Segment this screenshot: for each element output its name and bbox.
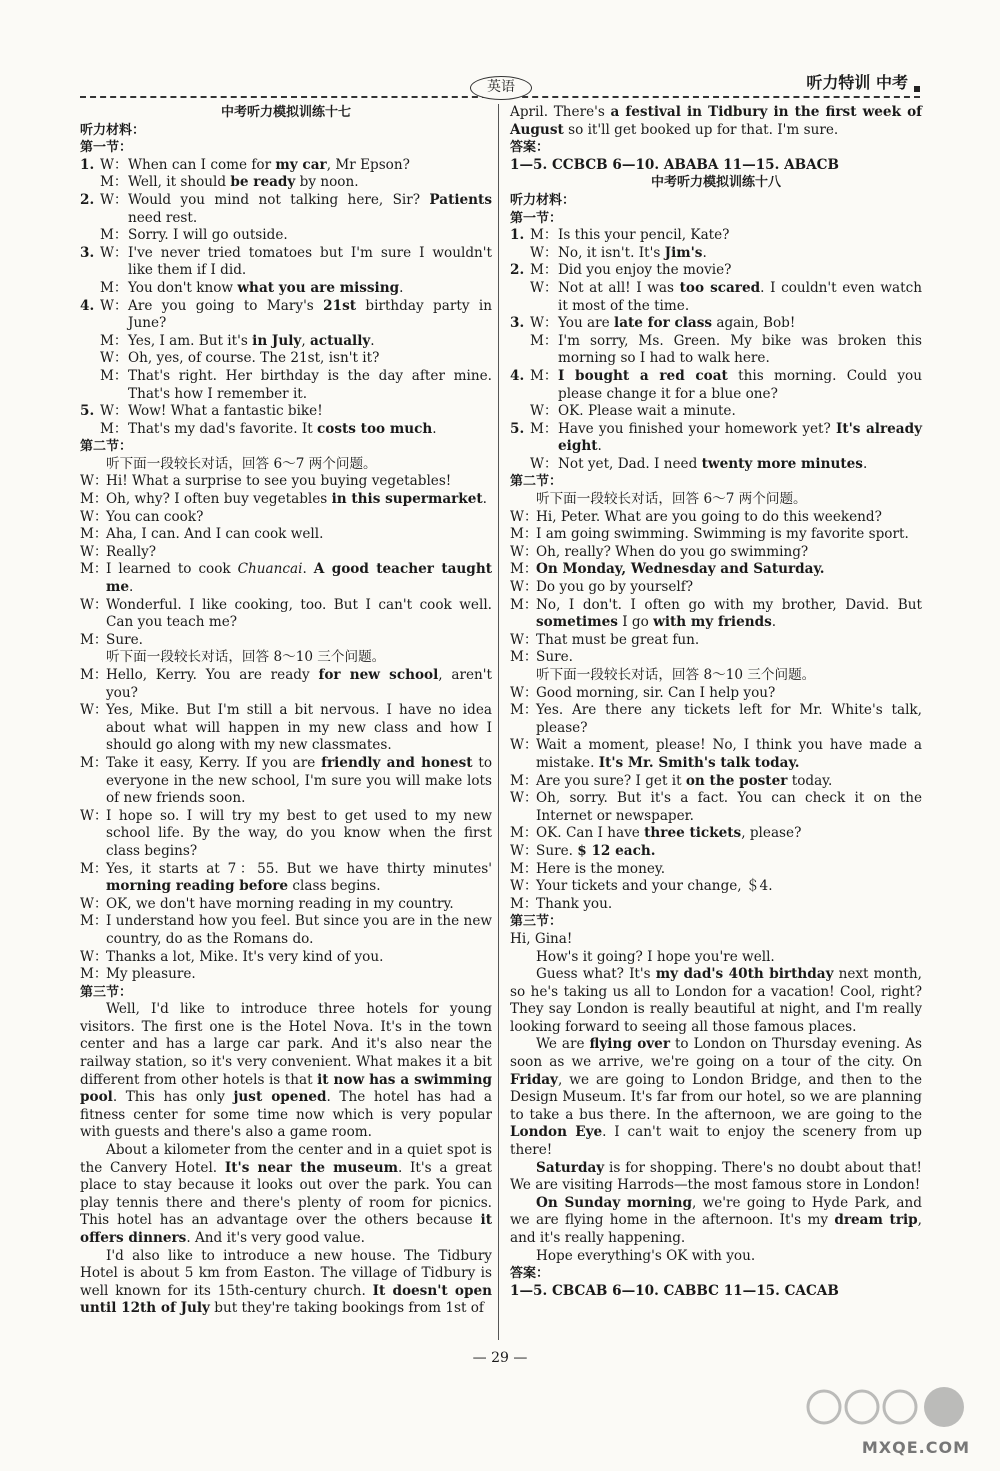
part2-instruction: 听下面一段较长对话，回答 6～7 两个问题。 xyxy=(536,491,807,508)
part2-instruction: 听下面一段较长对话，回答 8～10 三个问题。 xyxy=(536,667,816,683)
dialogue-line xyxy=(80,896,492,914)
speaker: W： xyxy=(80,895,108,912)
dialogue-line xyxy=(510,561,922,579)
section-title: 中考听力模拟训练十八 xyxy=(650,175,781,191)
dialogue-line xyxy=(510,403,922,421)
dialogue-line xyxy=(80,298,492,333)
right-column xyxy=(510,104,922,1300)
part3-label: 第三节： xyxy=(80,984,133,1000)
paragraph: Hope everything's OK with you. xyxy=(536,1247,756,1264)
speaker: M： xyxy=(80,754,108,771)
utterance: No, I don't. I often go with my brother, David. But sometimes I go with my friends. xyxy=(536,596,922,631)
utterance: Wow! What a fantastic bike! xyxy=(128,403,323,420)
utterance: OK. Please wait a minute. xyxy=(558,403,736,420)
dialogue-line xyxy=(510,421,922,456)
question-number xyxy=(510,280,530,315)
utterance: You are late for class again, Bob! xyxy=(558,315,796,332)
utterance: Your tickets and your change, ＄4. xyxy=(536,878,773,895)
speaker: W： xyxy=(510,684,538,701)
passage xyxy=(80,1001,492,1318)
question-number: 2. xyxy=(510,262,525,279)
speaker: M： xyxy=(510,895,538,912)
question-number: 5. xyxy=(510,420,525,437)
question-number xyxy=(80,350,100,368)
utterance: Sure. $ 12 each. xyxy=(536,842,656,859)
dialogue-line xyxy=(510,632,922,650)
question-number: 2. xyxy=(80,191,95,208)
speaker: W： xyxy=(530,455,558,472)
question-number xyxy=(80,333,100,351)
paragraph: Well, I'd like to introduce three hotels for young visitors. The first one is the Hotel Nova. It's in the town center and has a large car park. And it's also near the railway station, so it's very convenient. What makes it a bit different from other hotels is that it now has a swimming pool. This has only just opened. The hotel has had a fitness center for some time now which is very popular with guests and there's also a game room. xyxy=(80,1001,492,1141)
subject-logo: 英语 xyxy=(470,76,532,100)
dialogue-line xyxy=(510,509,922,527)
speaker: W： xyxy=(510,631,538,648)
utterance: Are you sure? I get it on the poster today. xyxy=(536,772,833,789)
speaker: W： xyxy=(510,842,538,859)
dialogue-line xyxy=(80,491,492,509)
paragraph: On Sunday morning, we're going to Hyde Park, and we are flying home in the afternoon. It's my dream trip, and it's really happening. xyxy=(510,1194,922,1246)
material-label: 听力材料： xyxy=(510,192,576,208)
utterance: Oh, really? When do you go swimming? xyxy=(536,543,809,560)
question-number xyxy=(510,333,530,368)
dialogue-line xyxy=(510,262,922,280)
speaker: W： xyxy=(80,473,108,490)
utterance: That's my dad's favorite. It costs too much. xyxy=(128,420,437,437)
dialogue-line xyxy=(510,878,922,896)
utterance: Hi, Peter. What are you going to do this weekend? xyxy=(536,508,882,525)
part2-label: 第二节： xyxy=(510,474,563,490)
dialogue-line xyxy=(80,561,492,596)
dialogue-block xyxy=(80,667,492,984)
utterance: Yes. Are there any tickets left for Mr. White's talk, please? xyxy=(536,702,922,736)
dialogue-line xyxy=(80,509,492,527)
dialogue-line xyxy=(80,174,492,192)
speaker: M： xyxy=(510,649,538,666)
dialogue-line xyxy=(510,315,922,333)
dialogue-line xyxy=(510,861,922,879)
speaker: W： xyxy=(80,807,108,824)
dialogue-line xyxy=(80,755,492,808)
question-number: 3. xyxy=(80,244,95,261)
dialogue-line xyxy=(80,702,492,755)
dialogue-line xyxy=(80,667,492,702)
speaker: M： xyxy=(530,227,558,244)
utterance: I hope so. I will try my best to get used to my new school life. By the way, do you know when the first class begins? xyxy=(106,807,492,859)
dialogue-line xyxy=(510,526,922,544)
utterance: Yes, I am. But it's in July, actually. xyxy=(128,332,375,349)
utterance: I understand how you feel. But since you are in the new country, do as the Romans do. xyxy=(106,913,492,947)
utterance: That's right. Her birthday is the day after mine. That's how I remember it. xyxy=(128,367,492,402)
dialogue-line xyxy=(80,597,492,632)
paragraph: Guess what? It's my dad's 40th birthday next month, so he's taking us all to London for a vacation! Cool, right? They say London is really beautiful at night, and I'm really looking forward to seeing all those famous places. xyxy=(510,966,922,1035)
speaker: W： xyxy=(510,508,538,525)
passage-continuation: April. There's a festival in Tidbury in the first week of August so it'll get booked up for that. I'm sure. xyxy=(510,104,922,138)
dialogue-block xyxy=(510,685,922,914)
speaker: M： xyxy=(80,631,108,648)
utterance: Well, it should be ready by noon. xyxy=(128,174,359,191)
dialogue-line xyxy=(510,685,922,703)
speaker: W： xyxy=(100,403,128,420)
paragraph: How's it going? I hope you're well. xyxy=(536,948,775,965)
speaker: W： xyxy=(530,403,558,420)
utterance: OK. Can I have three tickets, please? xyxy=(536,825,802,842)
utterance: Yes, Mike. But I'm still a bit nervous. I have no idea about what will happen in my new class and how I should go along with my new classmates. xyxy=(106,702,492,754)
dialogue-line xyxy=(80,245,492,280)
dialogue-line xyxy=(80,192,492,227)
speaker: M： xyxy=(100,279,128,296)
paragraph: Saturday is for shopping. There's no doubt about that! We are visiting Harrods—the most famous store in London! xyxy=(510,1159,922,1194)
paragraph: We are flying over to London on Thursday evening. As soon as we arrive, we're going on a tour of the city. On Friday, we are going to London Bridge, and then to the Design Museum. It's far from our hotel, so we are planning to take a bus there. In the afternoon, we are going to the London Eye. I can't wait to enjoy the scenery from up there! xyxy=(510,1036,923,1159)
speaker: W： xyxy=(510,790,538,807)
question-number xyxy=(80,227,100,245)
speaker: M： xyxy=(510,772,538,789)
dialogue-line xyxy=(510,280,922,315)
dialogue-block xyxy=(510,509,922,667)
paragraph: About a kilometer from the center and in a quiet spot is the Canvery Hotel. It's near the museum. It's a great place to stay because it looks out over the park. You can play tennis there and there's plenty of room for picnics. This hotel has an advantage over the others because it offers dinners. And it's very good value. xyxy=(80,1142,492,1246)
dialogue-line xyxy=(510,245,922,263)
utterance: Wait a moment, please! No, I think you have made a mistake. It's Mr. Smith's talk today. xyxy=(536,737,922,771)
utterance: Really? xyxy=(106,543,157,560)
speaker: W： xyxy=(80,596,108,613)
dialogue-line xyxy=(80,368,492,403)
section-title: 中考听力模拟训练十七 xyxy=(220,105,351,120)
dialogue-line xyxy=(80,861,492,896)
speaker: M： xyxy=(80,966,108,983)
utterance: I am going swimming. Swimming is my favorite sport. xyxy=(536,526,909,543)
dialogue-line xyxy=(80,403,492,421)
speaker: M： xyxy=(80,526,108,543)
dialogue-line xyxy=(80,227,492,245)
dialogue-line xyxy=(510,737,922,772)
speaker: M： xyxy=(510,825,538,842)
utterance: Take it easy, Kerry. If you are friendly and honest to everyone in the new school, I'm sure you will make lots of new friends soon. xyxy=(106,754,493,807)
utterance: My pleasure. xyxy=(106,966,196,983)
utterance: I'm sorry, Ms. Green. My bike was broken this morning so I had to walk here. xyxy=(558,332,922,367)
speaker: M： xyxy=(510,596,538,613)
utterance: OK, we don't have morning reading in my country. xyxy=(106,895,454,912)
speaker: W： xyxy=(510,737,538,754)
header-square-icon xyxy=(914,86,920,92)
speaker: M： xyxy=(510,702,538,719)
speaker: W： xyxy=(530,315,558,332)
utterance: No, it isn't. It's Jim's. xyxy=(558,244,707,261)
utterance: Have you finished your homework yet? It's already eight. xyxy=(558,420,922,455)
utterance: Hello, Kerry. You are ready for new school, aren't you? xyxy=(106,667,493,701)
speaker: M： xyxy=(530,420,558,437)
part1-dialogues xyxy=(80,157,492,439)
speaker: W： xyxy=(100,297,128,314)
question-number: 3. xyxy=(510,315,525,332)
dialogue-line xyxy=(510,579,922,597)
question-number xyxy=(80,174,100,192)
dialogue-line xyxy=(80,632,492,650)
part1-dialogues xyxy=(510,227,922,473)
page-header xyxy=(80,72,920,102)
speaker: W： xyxy=(100,156,128,173)
speaker: M： xyxy=(100,227,128,244)
utterance: You can cook? xyxy=(106,508,204,525)
answer-label: 答案： xyxy=(510,140,550,156)
utterance: Thank you. xyxy=(536,895,613,912)
dialogue-line xyxy=(510,843,922,861)
speaker: W： xyxy=(80,543,108,560)
utterance: Oh, why? I often buy vegetables in this supermarket. xyxy=(106,491,487,508)
utterance: Wonderful. I like cooking, too. But I can't cook well. Can you teach me? xyxy=(106,596,492,631)
speaker: M： xyxy=(530,332,558,349)
dialogue-line xyxy=(80,157,492,175)
dialogue-line xyxy=(80,913,492,948)
speaker: M： xyxy=(80,561,108,578)
dialogue-line xyxy=(510,702,922,737)
speaker: W： xyxy=(530,244,558,261)
question-number xyxy=(510,403,530,421)
dialogue-line xyxy=(510,368,922,403)
dialogue-line xyxy=(510,456,922,474)
left-column xyxy=(80,104,492,1318)
utterance: Not yet, Dad. I need twenty more minutes. xyxy=(558,455,868,472)
part2-instruction: 听下面一段较长对话，回答 8～10 三个问题。 xyxy=(106,649,386,666)
speaker: W： xyxy=(100,191,128,208)
dialogue-line xyxy=(80,949,492,967)
utterance: I learned to cook Chuancai. A good teacher taught me. xyxy=(106,561,492,596)
utterance: When can I come for my car, Mr Epson? xyxy=(128,156,410,173)
question-number: 1. xyxy=(510,227,525,244)
speaker: W： xyxy=(510,543,538,560)
dialogue-line xyxy=(510,544,922,562)
speaker: M： xyxy=(510,561,538,578)
utterance: Good morning, sir. Can I help you? xyxy=(536,684,776,701)
utterance: Not at all! I was too scared. I couldn't even watch it most of the time. xyxy=(558,279,922,314)
part3-label: 第三节： xyxy=(510,914,563,930)
dialogue-line xyxy=(510,227,922,245)
utterance: Do you go by yourself? xyxy=(536,579,694,596)
speaker: M： xyxy=(100,332,128,349)
speaker: M： xyxy=(100,174,128,191)
utterance: That must be great fun. xyxy=(536,631,700,648)
dialogue-line xyxy=(510,333,922,368)
question-number xyxy=(510,245,530,263)
utterance: Here is the money. xyxy=(536,860,666,877)
utterance: You don't know what you are missing. xyxy=(128,279,404,296)
speaker: M： xyxy=(80,860,108,877)
utterance: Sure. xyxy=(106,631,143,648)
utterance: Oh, yes, of course. The 21st, isn't it? xyxy=(128,350,380,367)
speaker: W： xyxy=(530,279,558,296)
utterance: Yes, it starts at 7：55. But we have thirty minutes' morning reading before class begins. xyxy=(106,860,492,895)
question-number xyxy=(80,280,100,298)
question-number: 5. xyxy=(80,403,95,420)
speaker: M： xyxy=(80,491,108,508)
utterance: I've never tried tomatoes but I'm sure I wouldn't like them if I did. xyxy=(128,244,492,279)
utterance: Sure. xyxy=(536,649,573,666)
speaker: W： xyxy=(80,948,108,965)
dialogue-line xyxy=(510,825,922,843)
speaker: W： xyxy=(100,244,128,261)
utterance: Are you going to Mary's 21st birthday party in June? xyxy=(128,297,492,332)
dialogue-line xyxy=(80,544,492,562)
question-number: 1. xyxy=(80,156,95,173)
dialogue-line xyxy=(510,896,922,914)
part1-label: 第一节： xyxy=(80,140,133,156)
utterance: Aha, I can. And I can cook well. xyxy=(106,526,324,543)
dialogue-line xyxy=(510,790,922,825)
utterance: Would you mind not talking here, Sir? Patients need rest. xyxy=(128,191,492,226)
speaker: M： xyxy=(510,860,538,877)
part2-label: 第二节： xyxy=(80,439,133,455)
dialogue-line xyxy=(80,421,492,439)
passage xyxy=(510,949,922,1266)
part1-label: 第一节： xyxy=(510,210,563,226)
speaker: W： xyxy=(510,878,538,895)
utterance: On Monday, Wednesday and Saturday. xyxy=(536,561,825,578)
watermark-text: MXQE.COM xyxy=(861,1438,970,1458)
speaker: W： xyxy=(80,702,108,719)
utterance: Oh, sorry. But it's a fact. You can check it on the Internet or newspaper. xyxy=(536,790,922,824)
dialogue-line xyxy=(80,473,492,491)
paragraph: I'd also like to introduce a new house. The Tidbury Hotel is about 5 km from Easton. The village of Tidbury is well known for its 15th-century church. It doesn't open until 12th of July but they're taking bookings from 1st of xyxy=(80,1247,492,1317)
answer-key: 1—5. CCBCB 6—10. ABABA 11—15. ABACB xyxy=(510,156,839,173)
speaker: M： xyxy=(530,367,558,384)
dialogue-line xyxy=(510,773,922,791)
answer-key: 1—5. CBCAB 6—10. CABBC 11—15. CACAB xyxy=(510,1282,839,1299)
dialogue-block xyxy=(80,473,492,649)
dialogue-line xyxy=(510,597,922,632)
utterance: I bought a red coat this morning. Could you please change it for a blue one? xyxy=(558,367,922,402)
answer-label: 答案： xyxy=(510,1266,550,1282)
dialogue-line xyxy=(510,649,922,667)
question-number xyxy=(510,456,530,474)
utterance: Did you enjoy the movie? xyxy=(558,262,732,279)
material-label: 听力材料： xyxy=(80,122,146,138)
speaker: M： xyxy=(80,913,108,930)
dialogue-line xyxy=(80,280,492,298)
utterance: Sorry. I will go outside. xyxy=(128,227,288,244)
speaker: W： xyxy=(80,508,108,525)
speaker: M： xyxy=(100,367,128,384)
question-number: 4. xyxy=(80,297,95,314)
dialogue-line xyxy=(80,966,492,984)
utterance: Thanks a lot, Mike. It's very kind of you. xyxy=(106,948,384,965)
dialogue-line xyxy=(80,350,492,368)
speaker: M： xyxy=(80,667,108,683)
dialogue-line xyxy=(80,808,492,861)
question-number xyxy=(80,421,100,439)
question-number xyxy=(80,368,100,403)
question-number: 4. xyxy=(510,367,525,384)
speaker: M： xyxy=(100,420,128,437)
utterance: Is this your pencil, Kate? xyxy=(558,227,730,244)
column-divider xyxy=(498,104,499,1340)
speaker: W： xyxy=(100,350,128,367)
speaker: M： xyxy=(530,262,558,279)
header-title: 听力特训 中考 xyxy=(800,74,908,92)
utterance: Hi! What a surprise to see you buying vegetables! xyxy=(106,473,452,490)
dialogue-line xyxy=(80,333,492,351)
part2-instruction: 听下面一段较长对话，回答 6～7 两个问题。 xyxy=(106,455,377,472)
speaker: M： xyxy=(510,526,538,543)
dialogue-line xyxy=(80,526,492,544)
page-number: — 29 — xyxy=(472,1350,528,1366)
speaker: W： xyxy=(510,579,538,596)
letter-greeting: Hi, Gina! xyxy=(510,930,573,947)
